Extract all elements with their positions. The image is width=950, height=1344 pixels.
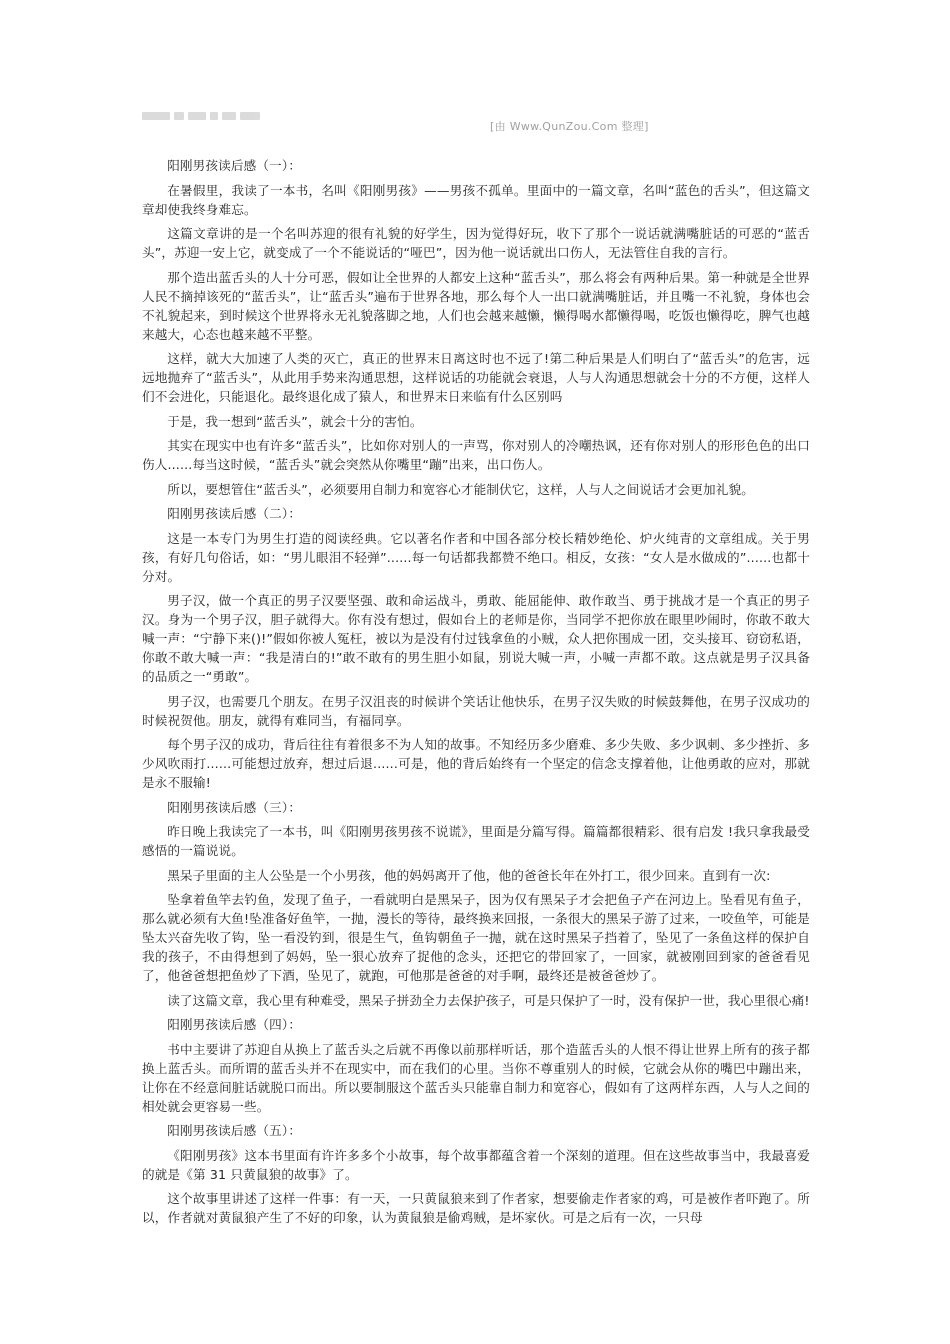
paragraph: 这篇文章讲的是一个名叫苏迎的很有礼貌的好学生，因为觉得好玩，收下了那个一说话就满嘴脏话的可恶的“蓝舌头”，苏迎一安上它，就变成了一个不能说话的“哑巴”，因为他一说话就出口伤人，无法管住自我的言行。: [142, 226, 810, 260]
paragraph: 这个故事里讲述了这样一件事：有一天，一只黄鼠狼来到了作者家，想要偷走作者家的鸡，可是被作者吓跑了。所以，作者就对黄鼠狼产生了不好的印象，认为黄鼠狼是偷鸡贼，是坏家伙。可是之后有一次，一只母: [142, 1191, 810, 1225]
section-heading-2: 阳刚男孩读后感（二）：: [167, 506, 302, 521]
paragraph: 坠拿着鱼竿去钓鱼，发现了鱼子，一看就明白是黑呆子，因为仅有黑呆子才会把鱼子产在河边上。坠看见有鱼子，那么就必须有大鱼!坠准备好鱼竿，一抛，漫长的等待，最终换来回报，一条很大的黑呆子游了过来，一咬鱼竿，可能是坠太兴奋先收了钩，坠一看没钓到，很是生气，鱼钩朝鱼子一抛，就在这时黑呆子挡着了，坠见了一条鱼这样的保护自我的孩子，不由得想到了妈妈，坠一狠心放弃了捉他的念头，还把它的带回家了，一回家，就被刚回到家的爸爸看见了，他爸爸想把鱼炒了下酒，坠见了，就跑，可他那是爸爸的对手啊，最终还是被爸爸炒了。: [142, 892, 810, 983]
paragraph: 黑呆子里面的主人公坠是一个小男孩，他的妈妈离开了他，他的爸爸长年在外打工，很少回来。直到有一次:: [167, 867, 771, 883]
section-heading-1: 阳刚男孩读后感（一）：: [167, 158, 302, 173]
paragraph: 男子汉，做一个真正的男子汉要坚强、敢和命运战斗，勇敢、能屈能伸、敢作敢当、勇于挑战才是一个真正的男子汉。身为一个男子汉，胆子就得大。你有没有想过，假如台上的老师是你，当同学不把你放在眼里吵闹时，你敢不敢大喊一声：“宁静下来()!”假如你被人冤枉，被以为是没有付过钱拿鱼的小贼，众人把你围成一团，交头接耳、窃窃私语，你敢不敢大喊一声：“我是清白的!”敢不敢有的男生胆小如鼠，别说大喊一声，小喊一声都不敢。这点就是男子汉具备的品质之一“勇敢”。: [142, 593, 810, 684]
paragraph: 男子汉，也需要几个朋友。在男子汉沮丧的时候讲个笑话让他快乐，在男子汉失败的时候鼓舞他，在男子汉成功的时候祝贺他。朋友，就得有难同当，有福同享。: [142, 693, 810, 728]
paragraph: 所以，要想管住“蓝舌头”，必须要用自制力和宽容心才能制伏它，这样，人与人之间说话才会更加礼貌。: [167, 481, 755, 497]
section-heading-5: 阳刚男孩读后感（五）：: [167, 1123, 302, 1138]
section-heading-3: 阳刚男孩读后感（三）：: [167, 799, 302, 815]
paragraph: 那个造出蓝舌头的人十分可恶，假如让全世界的人都安上这种“蓝舌头”，那么将会有两种后果。第一种就是全世界人民不摘掉该死的“蓝舌头”，让“蓝舌头”遍布于世界各地，那么每个人一出口就满嘴脏话，并且嘴一不礼貌，身体也会不礼貌起来，到时候这个世界将永无礼貌落脚之地，人们也会越来越懒，懒得喝水都懒得喝，吃饭也懒得吃，脾气也越来越大，心态也越来越不平整。: [142, 269, 810, 342]
paragraph: 书中主要讲了苏迎自从换上了蓝舌头之后就不再像以前那样听话，那个造蓝舌头的人恨不得让世界上所有的孩子都换上蓝舌头。而所谓的蓝舌头并不在现实中，而在我们的心里。当你不尊重别人的时候，它就会从你的嘴巴中蹦出来，让你在不经意间脏话就脱口而出。所以要制服这个蓝舌头只能靠自制力和宽容心，假如有了这两样东西，人与人之间的相处就会更容易一些。: [142, 1041, 810, 1114]
paragraph: 其实在现实中也有许多“蓝舌头”，比如你对别人的一声骂，你对别人的冷嘲热讽，还有你对别人的形形色色的出口伤人......每当这时候，“蓝舌头”就会突然从你嘴里“蹦”出来，出口伤人。: [142, 438, 810, 472]
paragraph: 《阳刚男孩》这本书里面有许许多多个小故事，每个故事都蕴含着一个深刻的道理。但在这些故事当中，我最喜爱的就是《第 31 只黄鼠狼的故事》了。: [142, 1147, 810, 1182]
paragraph: 这样，就大大加速了人类的灭亡，真正的世界末日离这时也不远了!第二种后果是人们明白了“蓝舌头”的危害，远远地抛弃了“蓝舌头”，从此用手势来沟通思想，这样说话的功能就会衰退，人与人沟通思想就会十分的不方便，这样人们不会进化，只能退化。最终退化成了猿人，和世界末日来临有什么区别吗: [142, 351, 810, 404]
paragraph: 每个男子汉的成功，背后往往有着很多不为人知的故事。不知经历多少磨难、多少失败、多少讽刺、多少挫折、多少风吹雨打......可能想过放弃，想过后退......可是，他的背后始终有一个坚定的信念支撑着他，让他勇敢的应对，那就是永不服输!: [142, 737, 810, 790]
paragraph: 于是，我一想到“蓝舌头”，就会十分的害怕。: [167, 413, 423, 429]
source-note: [由 Www.QunZou.Com 整理]: [490, 120, 649, 133]
section-heading-4: 阳刚男孩读后感（四）：: [167, 1017, 302, 1032]
paragraph: 在暑假里，我读了一本书，名叫《阳刚男孩》——男孩不孤单。里面中的一篇文章，名叫“蓝色的舌头”，但这篇文章却使我终身难忘。: [142, 182, 810, 217]
faded-logo-mark: [142, 109, 272, 123]
paragraph: 读了这篇文章，我心里有种难受，黑呆子拼劲全力去保护孩子，可是只保护了一时，没有保护一世，我心里很心痛!: [167, 992, 810, 1008]
paragraph: 这是一本专门为男生打造的阅读经典。它以著名作者和中国各部分校长精妙绝伦、炉火纯青的文章组成。关于男孩，有好几句俗话，如：“男儿眼泪不轻弹”......每一句话都我都赞不绝口。相反，女孩：“女人是水做成的”......也都十分对。: [142, 530, 810, 584]
article-body: [142, 156, 810, 1233]
paragraph: 昨日晚上我读完了一本书，叫《阳刚男孩男孩不说谎》，里面是分篇写得。篇篇都很精彩、很有启发 !我只拿我最受感悟的一篇说说。: [142, 824, 810, 858]
